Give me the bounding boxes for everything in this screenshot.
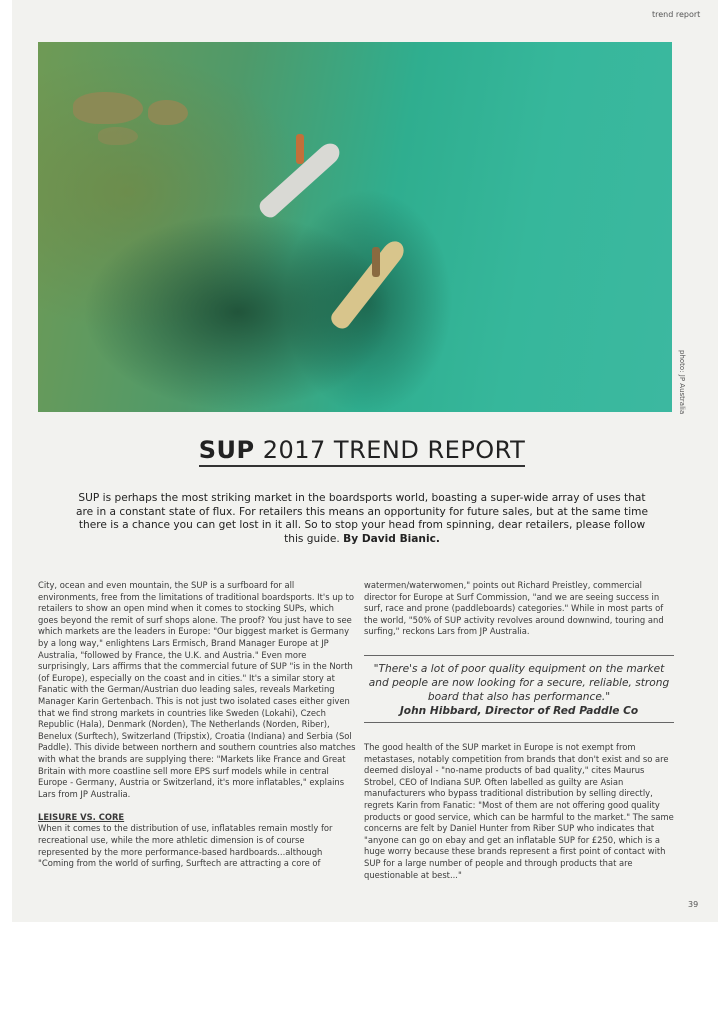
left-column — [38, 580, 356, 870]
title-rest: 2017 TREND REPORT — [254, 436, 526, 464]
page-number: 39 — [688, 900, 699, 909]
paragraph: watermen/waterwomen," points out Richard Preistley, commercial director for Europe at Surf Commission, "and we are seeing success in surf, race and prone (paddleboards) categories." While in most parts of the world, "50% of SUP activity revolves around downwind, touring and surfing," reckons Lars from JP Australia. — [364, 580, 664, 637]
paragraph: When it comes to the distribution of use, inflatables remain mostly for recreational use, while the more athletic dimension is of course represented by the more performance-based hardboards...although "Coming from the world of surfing, Surftech are attracting a core of — [38, 823, 333, 869]
paddler — [296, 134, 304, 164]
photo-credit: photo: JP Australia — [678, 350, 686, 415]
byline: By David Bianic. — [343, 532, 440, 545]
article-intro — [70, 492, 654, 546]
rock — [98, 127, 138, 145]
paddleboard — [328, 237, 408, 332]
hero-photo-paddleboarders — [38, 42, 672, 412]
right-column — [364, 580, 676, 638]
rock — [148, 100, 188, 125]
section-header: trend report — [652, 10, 701, 19]
subheading: LEISURE VS. CORE — [38, 811, 125, 822]
paragraph: The good health of the SUP market in Europe is not exempt from metastases, notably competition from brands that don't exist and so are deemed disloyal - "no-name products of bad quality," cites Maurus Strobel, CEO of Indiana SUP. Often labelled as guilty are Asian manufacturers who bypass traditional distribution by selling directly, regrets Karin from Fanatic: "Most of them are not offering good quality products or good service, which can be harmful to the market." The same concerns are felt by Daniel Hunter from Riber SUP who indicates that "anyone can go on ebay and get an inflatable SUP for £250, which is a huge worry because these brands represent a first point of contact with SUP for a large number of people and through products that are questionable at best..." — [364, 742, 674, 880]
paragraph: City, ocean and even mountain, the SUP is a surfboard for all environments, free from the limitations of traditional boardsports. It's up to retailers to show an open mind when it comes to stocking SUPs, which goes beyond the remit of surf shops alone. The proof? You just have to see which markets are the leaders in Europe: "Our biggest market is Germany by a long way," enlightens Lars Ermisch, Brand Manager Europe at JP Australia, "followed by France, the U.K. and Austria." Even more surprisingly, Lars affirms that the commercial future of SUP "is in the North (of Europe), especially on the coast and in cities." It's a similar story at Fanatic with the German/Austrian duo leading sales, reveals Marketing Manager Karin Gertenbach. This is not just two isolated cases either given that we find strong markets in countries like Sweden (Lokahi), Czech Republic (Hala), Denmark (Norden), The Netherlands (Norden, Riber), Benelux (Surftech), Switzerland (Tripstix), Croatia (Indiana) and Serbia (Sol Paddle). This divide between northern and southern countries also matches with what the brands are supplying there: "Markets like France and Great Britain with more coastline sell more EPS surf models while in central Europe - Germany, Austria or Switzerland, it's more inflatables," explains Lars from JP Australia. — [38, 580, 356, 799]
paddler — [372, 247, 380, 277]
quote-attribution: John Hibbard, Director of Red Paddle Co — [399, 705, 639, 717]
quote-text: "There's a lot of poor quality equipment on the market and people are now looking for a secure, reliable, strong board that also has performance." — [368, 663, 670, 703]
right-column-continued — [364, 742, 676, 881]
intro-text: SUP is perhaps the most striking market in the boardsports world, boasting a super-wide array of uses that are in a constant state of flux. For retailers this means an opportunity for future sales, but at the same time there is a chance you can get lost in it all. So to stop your head from spinning, dear retailers, please follow this guide. — [76, 492, 648, 545]
pull-quote — [364, 655, 674, 723]
rock — [73, 92, 143, 124]
title-bold: SUP — [198, 436, 255, 464]
article-title — [0, 436, 724, 467]
